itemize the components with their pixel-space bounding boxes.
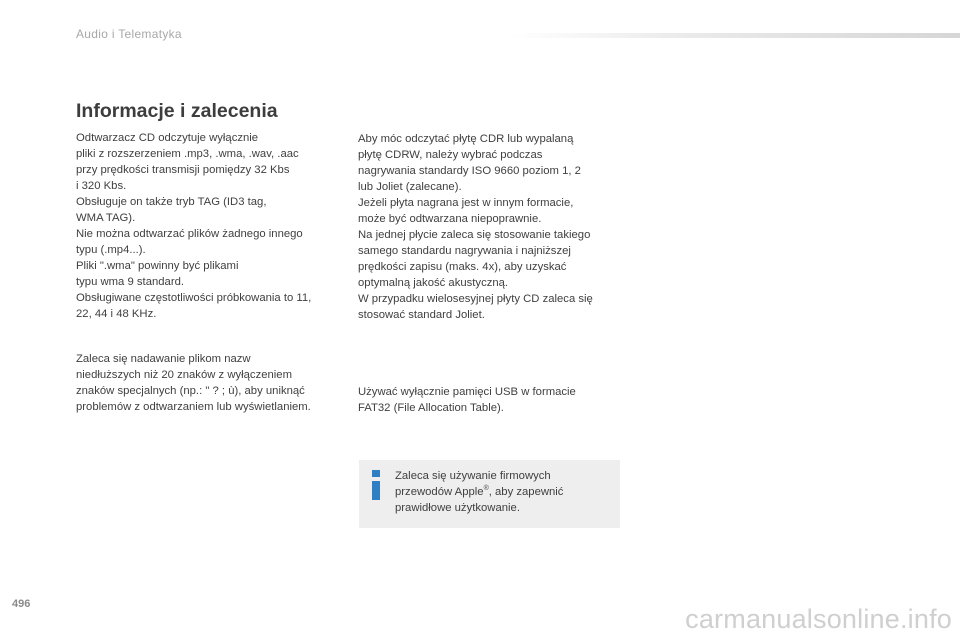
text-line: typu wma 9 standard. xyxy=(76,276,185,288)
text-line: prawidłowe użytkowanie. xyxy=(395,502,520,514)
text-line: stosować standard Joliet. xyxy=(358,309,485,321)
text-line: Używać wyłącznie pamięci USB w formacie xyxy=(358,386,576,398)
info-icon xyxy=(369,468,383,502)
text-line: prędkości zapisu (maks. 4x), aby uzyskać xyxy=(358,261,567,273)
paragraph-usb-format xyxy=(358,384,576,416)
text-line: Jeżeli płyta nagrana jest w innym formacie, xyxy=(358,197,574,209)
text-line: Obsługuje on także tryb TAG (ID3 tag, xyxy=(76,196,267,208)
text-line: pliki z rozszerzeniem .mp3, .wma, .wav, .aac xyxy=(76,148,299,160)
text-fragment: przewodów Apple xyxy=(395,486,484,498)
text-line: Zaleca się nadawanie plikom nazw xyxy=(76,353,251,365)
page-title: Informacje i zalecenia xyxy=(76,100,278,122)
text-line xyxy=(395,484,563,500)
paragraph-file-naming xyxy=(76,351,311,415)
text-line: Zaleca się używanie firmowych xyxy=(395,470,551,482)
text-line: nagrywania standardy ISO 9660 poziom 1, 2 xyxy=(358,165,581,177)
info-note-box xyxy=(359,460,620,528)
text-fragment: , aby zapewnić xyxy=(488,486,564,498)
text-line: Aby móc odczytać płytę CDR lub wypalaną xyxy=(358,133,574,145)
text-line: samego standardu nagrywania i najniższej xyxy=(358,245,571,257)
text-line: FAT32 (File Allocation Table). xyxy=(358,402,504,414)
text-line: płytę CDRW, należy wybrać podczas xyxy=(358,149,543,161)
text-line: problemów z odtwarzaniem lub wyświetlaniem. xyxy=(76,401,311,413)
text-line: optymalną jakość akustyczną. xyxy=(358,277,509,289)
paragraph-cd-formats xyxy=(76,130,311,322)
text-line: znaków specjalnych (np.: " ? ; ù), aby uniknąć xyxy=(76,385,305,397)
header-section-title: Audio i Telematyka xyxy=(76,27,182,41)
text-line: lub Joliet (zalecane). xyxy=(358,181,462,193)
page-number: 496 xyxy=(12,598,31,610)
text-line: Obsługiwane częstotliwości próbkowania to 11, xyxy=(76,292,312,304)
paragraph-cdr-standards xyxy=(358,131,593,323)
text-line: W przypadku wielosesyjnej płyty CD zaleca się xyxy=(358,293,593,305)
text-line: 22, 44 i 48 KHz. xyxy=(76,308,157,320)
text-line: WMA TAG). xyxy=(76,212,136,224)
watermark: carmanualsonline.info xyxy=(685,604,952,634)
text-line: Nie można odtwarzać plików żadnego innego xyxy=(76,228,303,240)
text-line: Pliki ".wma" powinny być plikami xyxy=(76,260,239,272)
registered-mark: ® xyxy=(483,485,489,493)
text-line: typu (.mp4...). xyxy=(76,244,146,256)
text-line: Odtwarzacz CD odczytuje wyłącznie xyxy=(76,132,259,144)
info-note-text xyxy=(395,468,563,516)
text-line: i 320 Kbs. xyxy=(76,180,127,192)
text-line: niedłuższych niż 20 znaków z wyłączeniem xyxy=(76,369,292,381)
header-decorative-bar xyxy=(510,33,960,38)
text-line: przy prędkości transmisji pomiędzy 32 Kbs xyxy=(76,164,290,176)
text-line: może być odtwarzana niepoprawnie. xyxy=(358,213,542,225)
text-line: Na jednej płycie zaleca się stosowanie takiego xyxy=(358,229,591,241)
